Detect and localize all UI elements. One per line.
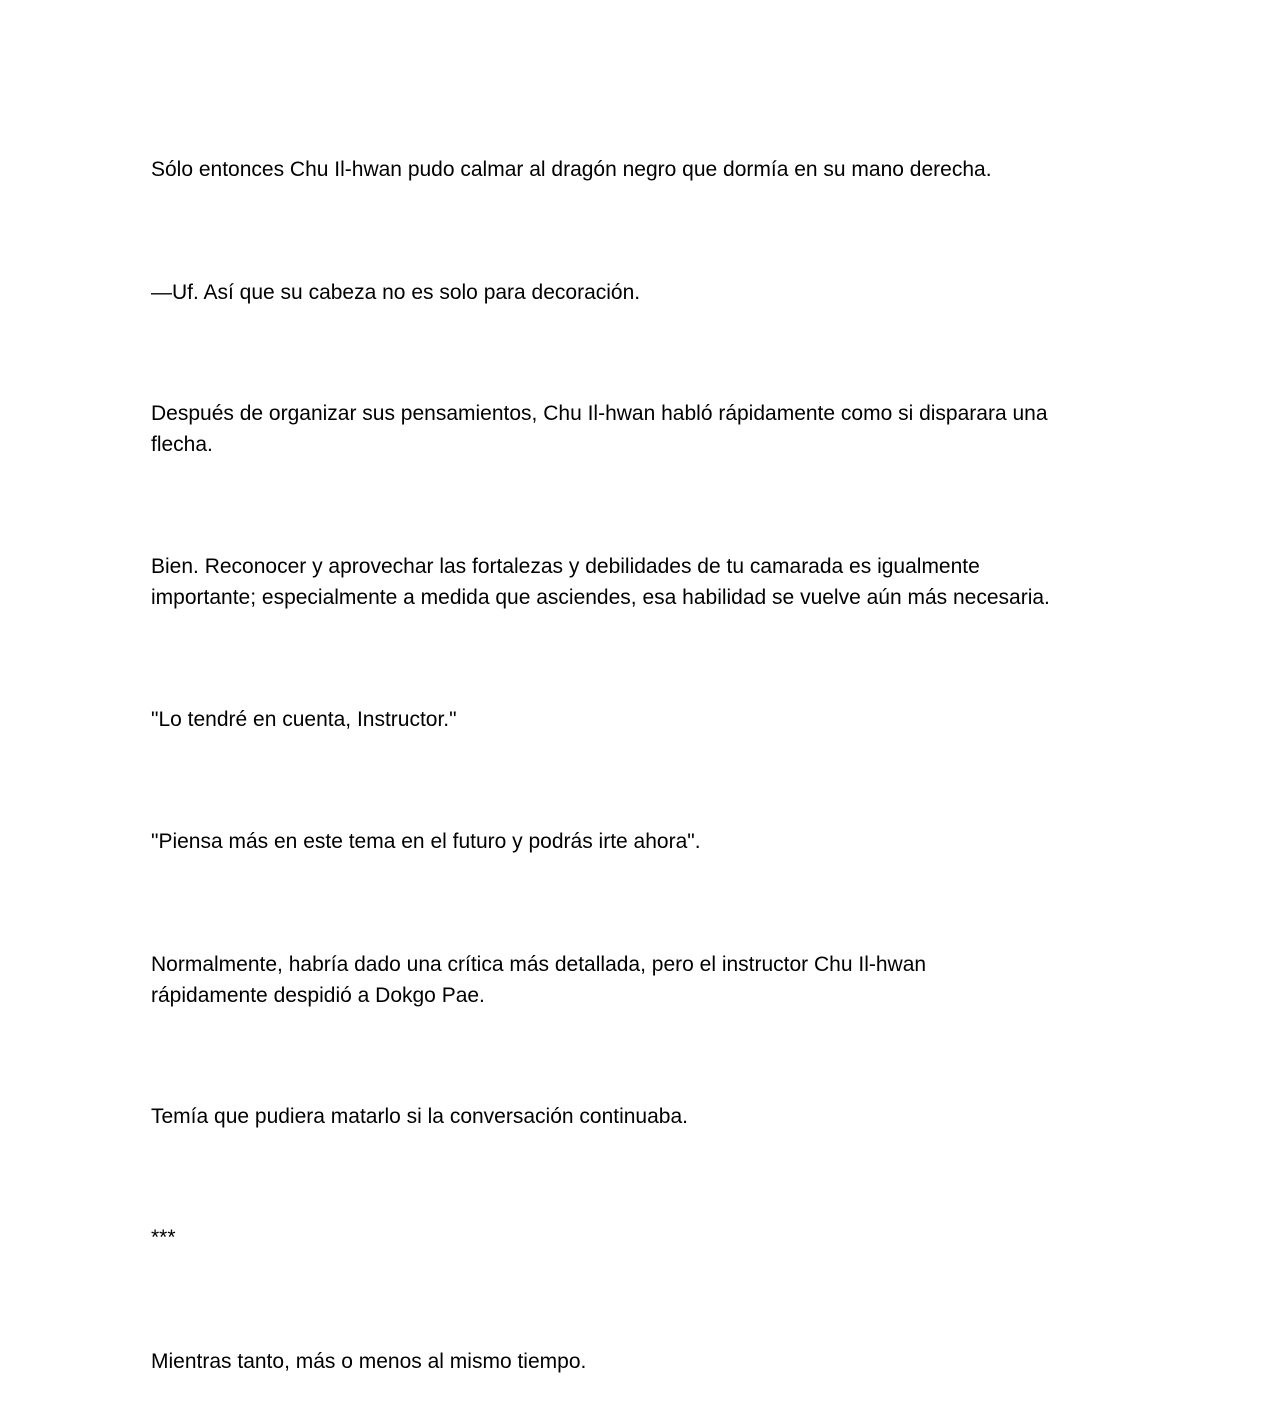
paragraph-line: "Piensa más en este tema en el futuro y podrás irte ahora". xyxy=(151,830,701,853)
paragraph-line: Temía que pudiera matarlo si la conversación continuaba. xyxy=(151,1105,688,1128)
section-break-asterisks: *** xyxy=(151,1226,176,1249)
paragraph-line: Normalmente, habría dado una crítica más detallada, pero el instructor Chu Il-hwan xyxy=(151,953,927,976)
paragraph-line: flecha. xyxy=(151,433,213,456)
paragraph-4 xyxy=(151,551,1131,613)
paragraph-line: rápidamente despidió a Dokgo Pae. xyxy=(151,984,485,1007)
paragraph-2 xyxy=(151,277,1131,308)
paragraph-7 xyxy=(151,949,1131,1011)
paragraph-line: Sólo entonces Chu Il-hwan pudo calmar al dragón negro que dormía en su mano derecha. xyxy=(151,158,992,181)
paragraph-5 xyxy=(151,704,1131,735)
paragraph-line: "Lo tendré en cuenta, Instructor." xyxy=(151,708,457,731)
paragraph-10 xyxy=(151,1346,1131,1377)
paragraph-line: importante; especialmente a medida que asciendes, esa habilidad se vuelve aún más necesaria. xyxy=(151,586,1050,609)
paragraph-8 xyxy=(151,1101,1131,1132)
paragraph-6 xyxy=(151,826,1131,857)
paragraph-line: Después de organizar sus pensamientos, Chu Il-hwan habló rápidamente como si disparara una xyxy=(151,402,1048,425)
paragraph-line: —Uf. Así que su cabeza no es solo para decoración. xyxy=(151,281,641,304)
paragraph-1 xyxy=(151,154,1131,185)
section-break xyxy=(151,1222,1131,1253)
paragraph-line: Bien. Reconocer y aprovechar las fortalezas y debilidades de tu camarada es igualmente xyxy=(151,555,980,578)
paragraph-3 xyxy=(151,398,1131,460)
paragraph-line: Mientras tanto, más o menos al mismo tiempo. xyxy=(151,1350,587,1373)
